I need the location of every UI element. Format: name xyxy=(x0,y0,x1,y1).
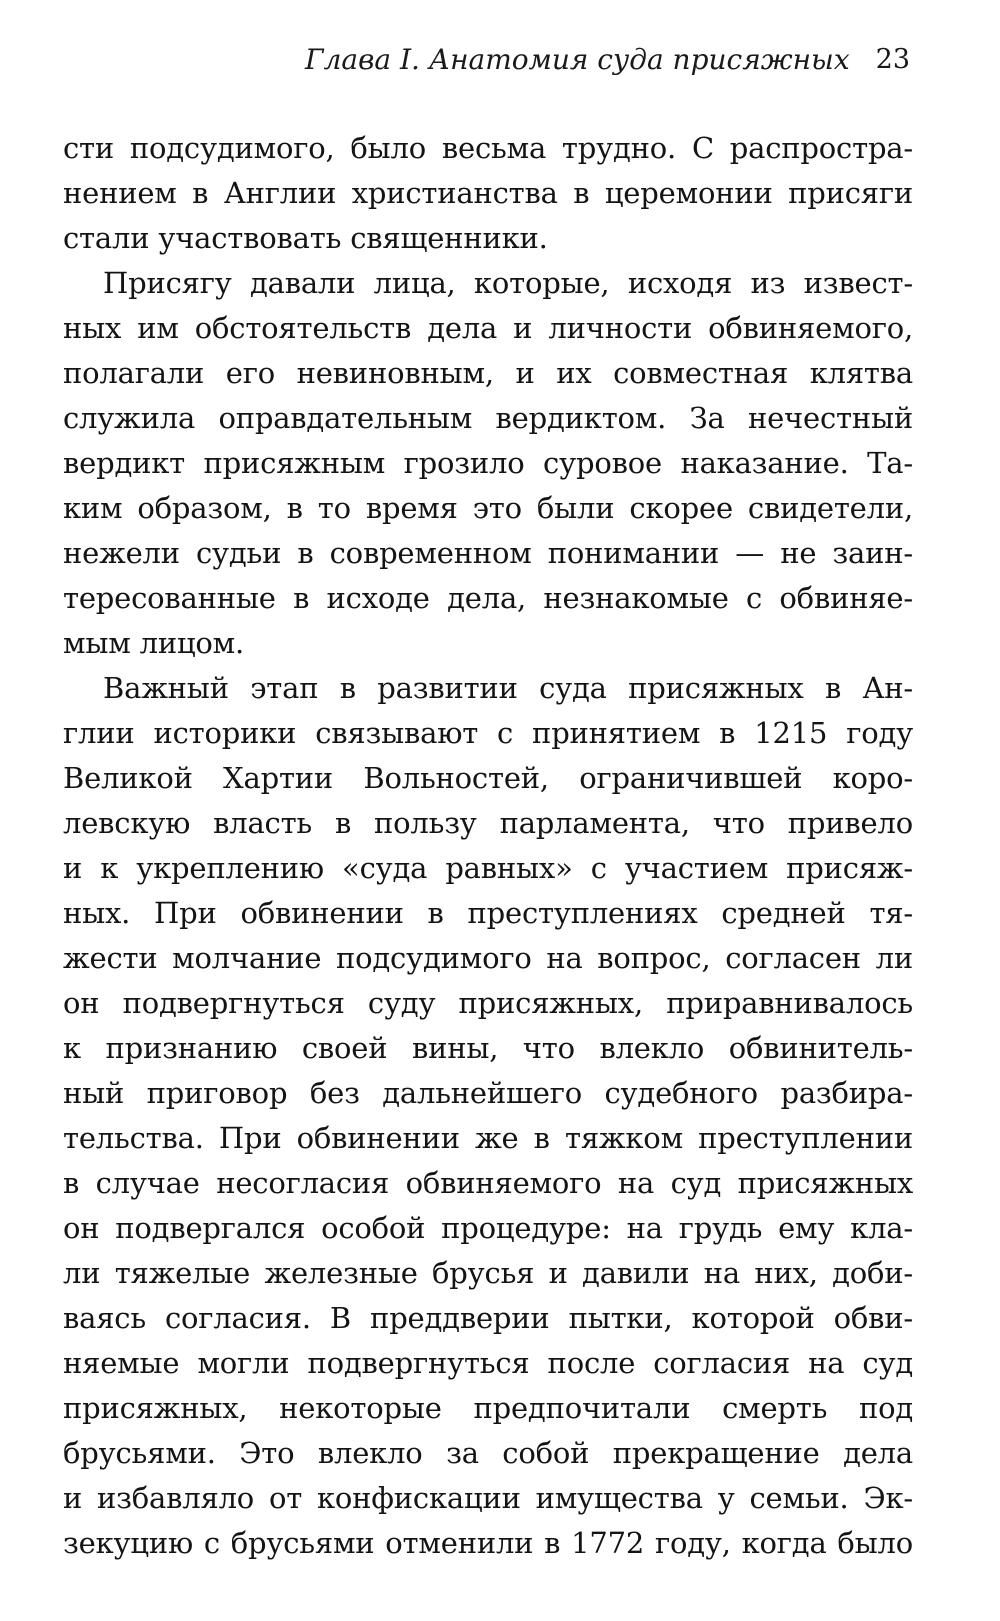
text-line: и к укреплению «суда равных» с участием присяж- xyxy=(63,851,913,885)
chapter-title: Глава I. Анатомия суда присяжных xyxy=(305,43,850,76)
text-line: нежели судьи в современном понимании — не заин- xyxy=(63,536,913,570)
text-line: он подвергнуться суду присяжных, приравнивалось xyxy=(63,986,913,1020)
text-line: вердикт присяжным грозило суровое наказание. Та- xyxy=(63,446,913,480)
text-line: ваясь согласия. В преддверии пытки, которой обви- xyxy=(63,1301,913,1335)
text-line: полагали его невиновным, и их совместная клятва xyxy=(63,356,913,390)
text-line: Великой Хартии Вольностей, ограничившей коро- xyxy=(63,761,913,795)
text-line: тересованные в исходе дела, незнакомые с обвиняе- xyxy=(63,581,913,615)
text-line: жести молчание подсудимого на вопрос, согласен ли xyxy=(63,941,913,975)
text-line: зекуцию с брусьями отменили в 1772 году, когда было xyxy=(63,1526,913,1560)
text-line: и избавляло от конфискации имущества у семьи. Эк- xyxy=(63,1481,913,1515)
text-line: брусьями. Это влекло за собой прекращение дела xyxy=(63,1436,913,1470)
text-line: он подвергался особой процедуре: на грудь ему кла- xyxy=(63,1211,913,1245)
text-line: левскую власть в пользу парламента, что привело xyxy=(63,806,913,840)
paragraph xyxy=(63,666,913,1566)
text-line: нением в Англии христианства в церемонии присяги xyxy=(63,176,913,210)
body-text xyxy=(63,126,913,1566)
running-head xyxy=(305,36,910,84)
text-line: тельства. При обвинении же в тяжком преступлении xyxy=(63,1121,913,1155)
text-line: Важный этап в развитии суда присяжных в Ан- xyxy=(103,671,913,705)
text-line: ных им обстоятельств дела и личности обвиняемого, xyxy=(63,311,913,345)
text-line: мым лицом. xyxy=(63,626,245,660)
text-line: няемые могли подвергнуться после согласия на суд xyxy=(63,1346,913,1380)
text-line: в случае несогласия обвиняемого на суд присяжных xyxy=(63,1166,913,1200)
text-line: сти подсудимого, было весьма трудно. С распростра- xyxy=(63,131,913,165)
text-line: служила оправдательным вердиктом. За нечестный xyxy=(63,401,913,435)
text-line: ных. При обвинении в преступлениях средней тя- xyxy=(63,896,913,930)
text-line: присяжных, некоторые предпочитали смерть под xyxy=(63,1391,913,1425)
paragraph xyxy=(63,126,913,261)
text-line: Присягу давали лица, которые, исходя из извест- xyxy=(103,266,913,300)
text-line: стали участвовать священники. xyxy=(63,221,548,255)
text-line: к признанию своей вины, что влекло обвинитель- xyxy=(63,1031,913,1065)
text-line: ли тяжелые железные брусья и давили на них, доби- xyxy=(63,1256,913,1290)
text-line: ный приговор без дальнейшего судебного разбира- xyxy=(63,1076,913,1110)
paragraph xyxy=(63,261,913,666)
text-line: ким образом, в то время это были скорее свидетели, xyxy=(63,491,913,525)
text-line: глии историки связывают с принятием в 1215 году xyxy=(63,716,913,750)
page-number: 23 xyxy=(875,44,910,75)
